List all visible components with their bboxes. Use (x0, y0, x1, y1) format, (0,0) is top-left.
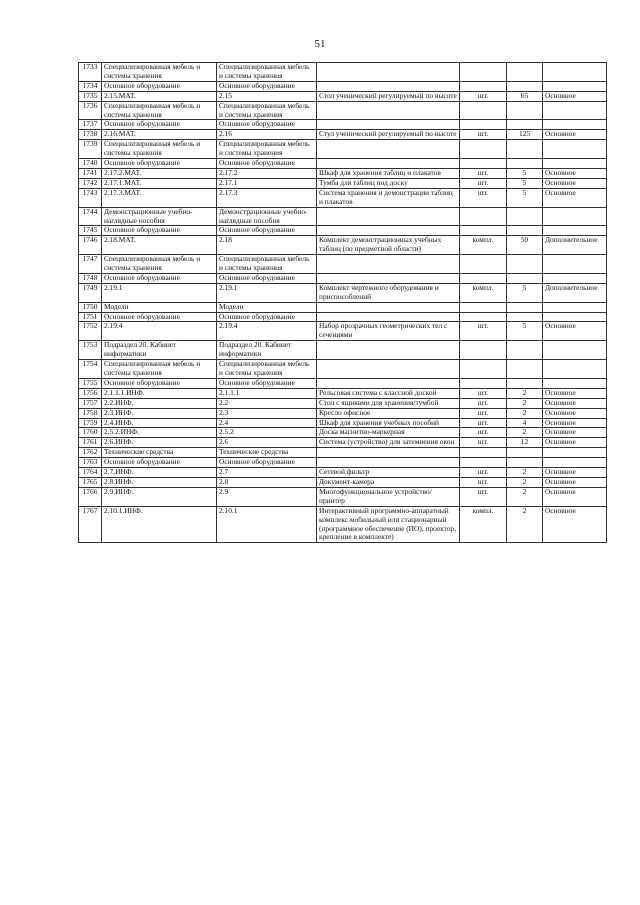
row-type (543, 378, 607, 388)
row-type: Основное (543, 477, 607, 487)
equipment-table (78, 62, 607, 543)
row-name (317, 255, 460, 274)
row-code: 2.4.ИНФ. (102, 418, 217, 428)
row-code: Демонстрационные учебно-наглядные пособия (102, 207, 217, 226)
row-number: 1740 (79, 159, 102, 169)
row-unit: шт. (460, 91, 507, 101)
row-quantity: 2 (507, 487, 543, 506)
row-code-short: 2.5.2 (217, 428, 317, 438)
row-type (543, 81, 607, 91)
row-quantity (507, 378, 543, 388)
row-type: Основное (543, 438, 607, 448)
row-code-short: 2.15 (217, 91, 317, 101)
row-unit (460, 140, 507, 159)
table-row (79, 428, 607, 438)
table-row (79, 360, 607, 379)
row-quantity: 2 (507, 428, 543, 438)
row-name (317, 81, 460, 91)
row-name (317, 273, 460, 283)
table-row (79, 273, 607, 283)
row-number: 1767 (79, 506, 102, 543)
row-quantity: 125 (507, 130, 543, 140)
row-unit (460, 255, 507, 274)
row-code-short: Подраздел 20. Кабинет информатики (217, 341, 317, 360)
row-type (543, 341, 607, 360)
row-code: Основное оборудование (102, 458, 217, 468)
row-code-short: Основное оборудование (217, 120, 317, 130)
row-type (543, 255, 607, 274)
row-code-short: 2.7 (217, 468, 317, 478)
row-code-short: 2.16 (217, 130, 317, 140)
row-code: 2.15.МАТ. (102, 91, 217, 101)
page-number: 51 (314, 38, 326, 50)
row-number: 1760 (79, 428, 102, 438)
row-quantity (507, 360, 543, 379)
row-name: Система хранения и демонстрации таблиц и плакатов (317, 188, 460, 207)
row-quantity (507, 302, 543, 312)
row-code-short: Основное оборудование (217, 159, 317, 169)
row-code: 2.17.1.МАТ. (102, 178, 217, 188)
row-type: Дополнительное (543, 236, 607, 255)
row-type (543, 448, 607, 458)
row-code: 2.9.ИНФ. (102, 487, 217, 506)
row-number: 1753 (79, 341, 102, 360)
row-name: Стол с ящиками для хранения/тумбой (317, 398, 460, 408)
row-quantity: 2 (507, 506, 543, 543)
row-quantity: 2 (507, 468, 543, 478)
row-type: Основное (543, 322, 607, 341)
table-row (79, 506, 607, 543)
row-number: 1750 (79, 302, 102, 312)
row-number: 1759 (79, 418, 102, 428)
row-code: 2.19.4 (102, 322, 217, 341)
row-code-short: Специализированная мебель и системы хранения (217, 140, 317, 159)
row-number: 1758 (79, 408, 102, 418)
row-code-short: 2.17.1 (217, 178, 317, 188)
row-unit (460, 207, 507, 226)
row-unit (460, 120, 507, 130)
row-type: Основное (543, 506, 607, 543)
row-code: Основное оборудование (102, 378, 217, 388)
row-code: Подраздел 20. Кабинет информатики (102, 341, 217, 360)
row-unit: шт. (460, 438, 507, 448)
row-quantity (507, 101, 543, 120)
row-name (317, 207, 460, 226)
row-name (317, 302, 460, 312)
table-row (79, 408, 607, 418)
table-row (79, 477, 607, 487)
table-row (79, 438, 607, 448)
row-code: Специализированная мебель и системы хранения (102, 360, 217, 379)
row-type: Основное (543, 487, 607, 506)
row-quantity (507, 63, 543, 82)
row-unit (460, 448, 507, 458)
row-unit (460, 312, 507, 322)
row-code-short: 2.4 (217, 418, 317, 428)
row-code: 2.2.ИНФ. (102, 398, 217, 408)
table-row (79, 101, 607, 120)
row-number: 1735 (79, 91, 102, 101)
row-quantity (507, 140, 543, 159)
row-quantity: 2 (507, 398, 543, 408)
row-quantity: 4 (507, 418, 543, 428)
row-unit: шт. (460, 178, 507, 188)
row-code: Технические средства (102, 448, 217, 458)
row-quantity: 5 (507, 322, 543, 341)
row-name: Комплект чертежного оборудования и приспособлений (317, 283, 460, 302)
row-type (543, 312, 607, 322)
row-type: Основное (543, 428, 607, 438)
row-name (317, 63, 460, 82)
row-name: Стул ученический регулируемый по высоте (317, 130, 460, 140)
row-name: Стол ученический регулируемый по высоте (317, 91, 460, 101)
row-quantity (507, 448, 543, 458)
row-code: 2.6.ИНФ. (102, 438, 217, 448)
table-row (79, 120, 607, 130)
row-code: Основное оборудование (102, 159, 217, 169)
row-number: 1742 (79, 178, 102, 188)
table-row (79, 91, 607, 101)
row-unit (460, 273, 507, 283)
row-type (543, 273, 607, 283)
row-type (543, 302, 607, 312)
row-number: 1739 (79, 140, 102, 159)
row-number: 1741 (79, 168, 102, 178)
table-row (79, 418, 607, 428)
row-unit (460, 159, 507, 169)
row-type (543, 360, 607, 379)
row-code: 2.5.2.ИНФ. (102, 428, 217, 438)
row-quantity (507, 273, 543, 283)
row-name: Шкаф для хранения учебных пособий (317, 418, 460, 428)
row-code-short: 2.3 (217, 408, 317, 418)
row-unit: шт. (460, 322, 507, 341)
table-row (79, 168, 607, 178)
row-name: Документ-камера (317, 477, 460, 487)
row-name (317, 140, 460, 159)
row-unit: шт. (460, 408, 507, 418)
row-quantity: 5 (507, 188, 543, 207)
row-code-short: Основное оборудование (217, 312, 317, 322)
row-quantity (507, 255, 543, 274)
row-number: 1734 (79, 81, 102, 91)
row-code: Специализированная мебель и системы хранения (102, 255, 217, 274)
row-unit (460, 458, 507, 468)
row-number: 1749 (79, 283, 102, 302)
table-row (79, 207, 607, 226)
row-code-short: 2.2 (217, 398, 317, 408)
table-row (79, 398, 607, 408)
row-type: Основное (543, 388, 607, 398)
row-number: 1747 (79, 255, 102, 274)
row-unit (460, 360, 507, 379)
table-row (79, 159, 607, 169)
row-quantity (507, 81, 543, 91)
table-row (79, 448, 607, 458)
row-type: Основное (543, 91, 607, 101)
row-name: Шкаф для хранения таблиц и плакатов (317, 168, 460, 178)
row-unit (460, 226, 507, 236)
row-number: 1764 (79, 468, 102, 478)
row-quantity (507, 458, 543, 468)
table-row (79, 487, 607, 506)
row-unit (460, 81, 507, 91)
row-code: 2.7.ИНФ. (102, 468, 217, 478)
row-type (543, 159, 607, 169)
table-row (79, 302, 607, 312)
table-row (79, 178, 607, 188)
row-code-short: 2.1.1.1 (217, 388, 317, 398)
row-number: 1733 (79, 63, 102, 82)
table-row (79, 468, 607, 478)
row-code-short: Основное оборудование (217, 226, 317, 236)
row-quantity: 5 (507, 168, 543, 178)
row-code: Основное оборудование (102, 312, 217, 322)
row-unit: шт. (460, 130, 507, 140)
row-code-short: Специализированная мебель и системы хранения (217, 101, 317, 120)
row-unit (460, 341, 507, 360)
row-name (317, 120, 460, 130)
row-quantity: 5 (507, 283, 543, 302)
table-row (79, 255, 607, 274)
row-code: 2.17.2.МАТ. (102, 168, 217, 178)
row-code: 2.19.1 (102, 283, 217, 302)
row-quantity (507, 341, 543, 360)
row-type (543, 226, 607, 236)
row-code: Основное оборудование (102, 81, 217, 91)
row-quantity (507, 159, 543, 169)
row-type (543, 120, 607, 130)
row-type: Основное (543, 168, 607, 178)
row-name: Комплект демонстрационных учебных таблиц (по предметной области) (317, 236, 460, 255)
row-number: 1755 (79, 378, 102, 388)
row-name (317, 458, 460, 468)
row-unit (460, 101, 507, 120)
row-name: Кресло офисное (317, 408, 460, 418)
table-row (79, 188, 607, 207)
row-type: Основное (543, 408, 607, 418)
row-number: 1756 (79, 388, 102, 398)
row-unit: шт. (460, 477, 507, 487)
row-type: Основное (543, 130, 607, 140)
row-code: 2.17.3.МАТ. (102, 188, 217, 207)
row-unit: компл. (460, 283, 507, 302)
row-name: Рельсовая система с классной доской (317, 388, 460, 398)
row-code-short: 2.19.4 (217, 322, 317, 341)
row-number: 1738 (79, 130, 102, 140)
row-code: 2.16.МАТ. (102, 130, 217, 140)
row-type: Основное (543, 178, 607, 188)
row-code: Модели (102, 302, 217, 312)
row-unit: шт. (460, 168, 507, 178)
row-name (317, 312, 460, 322)
row-number: 1744 (79, 207, 102, 226)
row-unit: шт. (460, 487, 507, 506)
row-type: Основное (543, 398, 607, 408)
row-number: 1766 (79, 487, 102, 506)
row-number: 1754 (79, 360, 102, 379)
table-row (79, 63, 607, 82)
row-name (317, 360, 460, 379)
row-type (543, 140, 607, 159)
row-number: 1751 (79, 312, 102, 322)
row-unit (460, 378, 507, 388)
row-code: 2.18.МАТ. (102, 236, 217, 255)
row-code-short: 2.17.2 (217, 168, 317, 178)
row-number: 1746 (79, 236, 102, 255)
row-quantity: 2 (507, 388, 543, 398)
row-code-short: Основное оборудование (217, 458, 317, 468)
row-quantity (507, 207, 543, 226)
table-row (79, 283, 607, 302)
row-code: Основное оборудование (102, 120, 217, 130)
row-name (317, 341, 460, 360)
table-row (79, 388, 607, 398)
row-type: Основное (543, 468, 607, 478)
table-row (79, 378, 607, 388)
row-number: 1757 (79, 398, 102, 408)
row-code: Специализированная мебель и системы хранения (102, 101, 217, 120)
row-name (317, 159, 460, 169)
row-code-short: Специализированная мебель и системы хранения (217, 255, 317, 274)
row-code-short: Специализированная мебель и системы хранения (217, 360, 317, 379)
table-row (79, 140, 607, 159)
row-quantity (507, 226, 543, 236)
row-code: 2.10.1.ИНФ. (102, 506, 217, 543)
table-row (79, 341, 607, 360)
row-name (317, 378, 460, 388)
row-unit: шт. (460, 428, 507, 438)
row-code-short: 2.17.3 (217, 188, 317, 207)
row-name: Сетевой фильтр (317, 468, 460, 478)
row-code-short: 2.10.1 (217, 506, 317, 543)
row-number: 1737 (79, 120, 102, 130)
row-code-short: Модели (217, 302, 317, 312)
row-name (317, 226, 460, 236)
row-name: Система (устройство) для затемнения окон (317, 438, 460, 448)
table-row (79, 312, 607, 322)
row-code: 2.3.ИНФ. (102, 408, 217, 418)
row-code-short: Специализированная мебель и системы хранения (217, 63, 317, 82)
row-code-short: 2.9 (217, 487, 317, 506)
row-quantity: 50 (507, 236, 543, 255)
row-name: Набор прозрачных геометрических тел с сечениями (317, 322, 460, 341)
row-unit: компл. (460, 236, 507, 255)
row-number: 1761 (79, 438, 102, 448)
row-unit: компл. (460, 506, 507, 543)
row-name: Тумба для таблиц под доску (317, 178, 460, 188)
row-code: Основное оборудование (102, 226, 217, 236)
row-name: Многофункциональное устройство/принтер (317, 487, 460, 506)
row-number: 1748 (79, 273, 102, 283)
table-row (79, 226, 607, 236)
table-row (79, 130, 607, 140)
row-code-short: 2.6 (217, 438, 317, 448)
row-type: Основное (543, 188, 607, 207)
row-unit (460, 63, 507, 82)
row-quantity: 5 (507, 178, 543, 188)
row-code-short: 2.18 (217, 236, 317, 255)
row-code-short: Демонстрационные учебно-наглядные пособия (217, 207, 317, 226)
row-type (543, 63, 607, 82)
row-name: Доска магнитно-маркерная (317, 428, 460, 438)
row-number: 1752 (79, 322, 102, 341)
row-code: Специализированная мебель и системы хранения (102, 63, 217, 82)
row-type (543, 458, 607, 468)
row-name (317, 101, 460, 120)
row-code: 2.1.1.1.ИНФ. (102, 388, 217, 398)
row-code-short: Основное оборудование (217, 273, 317, 283)
row-code: Основное оборудование (102, 273, 217, 283)
row-quantity: 65 (507, 91, 543, 101)
row-number: 1736 (79, 101, 102, 120)
row-unit (460, 302, 507, 312)
row-quantity (507, 312, 543, 322)
row-code-short: 2.19.1 (217, 283, 317, 302)
table-row (79, 236, 607, 255)
row-code: 2.8.ИНФ. (102, 477, 217, 487)
row-unit: шт. (460, 398, 507, 408)
row-code-short: Основное оборудование (217, 378, 317, 388)
table-row (79, 81, 607, 91)
row-unit: шт. (460, 188, 507, 207)
row-type (543, 101, 607, 120)
row-number: 1765 (79, 477, 102, 487)
row-name: Интерактивный программно-аппаратный комплекс мобильный или стационарный (программное обеспечение (ПО), проектор, крепление в комплекте) (317, 506, 460, 543)
row-quantity: 12 (507, 438, 543, 448)
row-code-short: Технические средства (217, 448, 317, 458)
row-quantity: 2 (507, 477, 543, 487)
row-unit: шт. (460, 468, 507, 478)
row-code: Специализированная мебель и системы хранения (102, 140, 217, 159)
row-type: Основное (543, 418, 607, 428)
row-number: 1743 (79, 188, 102, 207)
row-type (543, 207, 607, 226)
row-number: 1762 (79, 448, 102, 458)
row-number: 1763 (79, 458, 102, 468)
table-row (79, 458, 607, 468)
row-code-short: 2.8 (217, 477, 317, 487)
row-number: 1745 (79, 226, 102, 236)
row-quantity: 2 (507, 408, 543, 418)
row-type: Дополнительное (543, 283, 607, 302)
row-name (317, 448, 460, 458)
table-row (79, 322, 607, 341)
row-unit: шт. (460, 388, 507, 398)
row-code-short: Основное оборудование (217, 81, 317, 91)
row-quantity (507, 120, 543, 130)
row-unit: шт. (460, 418, 507, 428)
